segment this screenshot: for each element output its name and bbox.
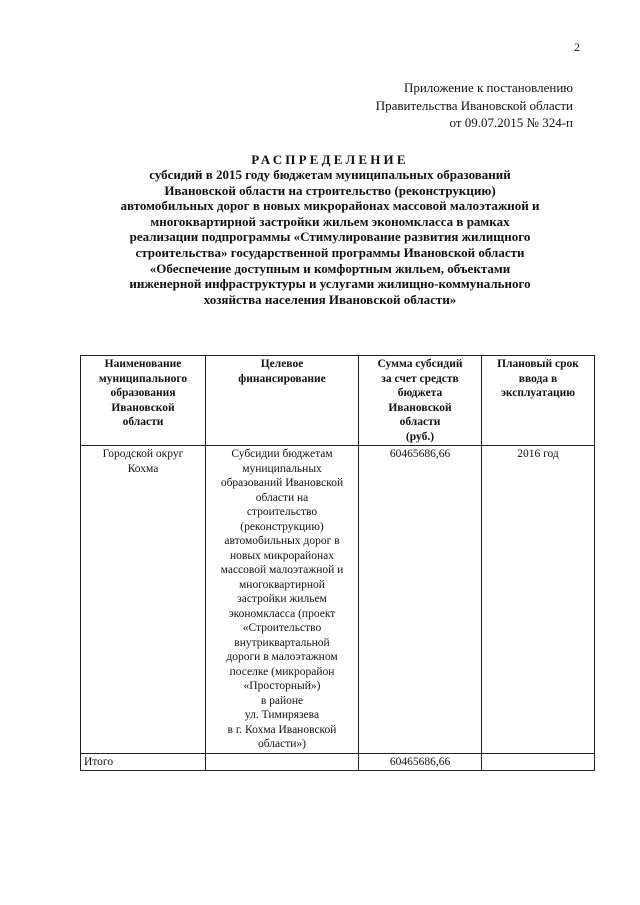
annex-block: [300, 79, 573, 132]
header-deadline: Плановый срок ввода в эксплуатацию: [482, 356, 595, 446]
header-amount: Сумма субсидий за счет средств бюджета Ивановской области (руб.): [359, 356, 482, 446]
subtitle-line: хозяйства населения Ивановской области»: [203, 291, 457, 307]
header-purpose: Целевое финансирование: [206, 356, 359, 446]
subtitle-line: строительства» государственной программы Ивановской области: [135, 244, 525, 260]
header-municipality: Наименование муниципального образования Ивановской области: [81, 356, 206, 446]
cell-total-label: Итого: [81, 753, 206, 771]
cell-purpose: Субсидии бюджетам муниципальных образований Ивановской области на строительство (реконструкцию) автомобильных дорог в новых микрорайонах массовой малоэтажной и многоквартирной застройки жильем экономкласса (проект «Строительство внутриквартальной дороги в малоэтажном поселке (микрорайон «Просторный») в районе ул. Тимирязева в г. Кохма Ивановской области»): [206, 446, 359, 754]
subtitle-line: реализации подпрограммы «Стимулирование развития жилищного: [129, 229, 531, 245]
document-subtitle: [70, 167, 590, 307]
subtitle-line: «Обеспечение доступным и комфортным жильем, объектами: [149, 260, 511, 276]
table-row: [81, 446, 595, 754]
page-number: 2: [574, 40, 580, 54]
cell-total-amount: 60465686,66: [359, 753, 482, 771]
subtitle-line: субсидий в 2015 году бюджетам муниципальных образований: [149, 167, 511, 182]
document-title: РАСПРЕДЕЛЕНИЕ: [251, 152, 409, 167]
table-total-row: [81, 753, 595, 771]
cell-amount: 60465686,66: [359, 446, 482, 754]
subtitle-line: инженерной инфраструктуры и услугами жилищно-коммунального: [129, 276, 531, 292]
subtitle-line: многоквартирной застройки жильем экономкласса в рамках: [150, 213, 510, 229]
annex-line: Правительства Ивановской области: [375, 97, 573, 113]
subtitle-line: Ивановской области на строительство (реконструкцию): [164, 182, 496, 198]
cell-municipality: Городской округ Кохма: [81, 446, 206, 754]
subsidy-table: [80, 355, 595, 771]
cell-empty: [206, 753, 359, 771]
table-header-row: [81, 356, 595, 446]
cell-deadline: 2016 год: [482, 446, 595, 754]
annex-line: Приложение к постановлению: [403, 80, 573, 95]
subtitle-line: автомобильных дорог в новых микрорайонах массовой малоэтажной и: [120, 198, 540, 214]
annex-line: от 09.07.2015 № 324-п: [449, 115, 573, 130]
cell-empty: [482, 753, 595, 771]
